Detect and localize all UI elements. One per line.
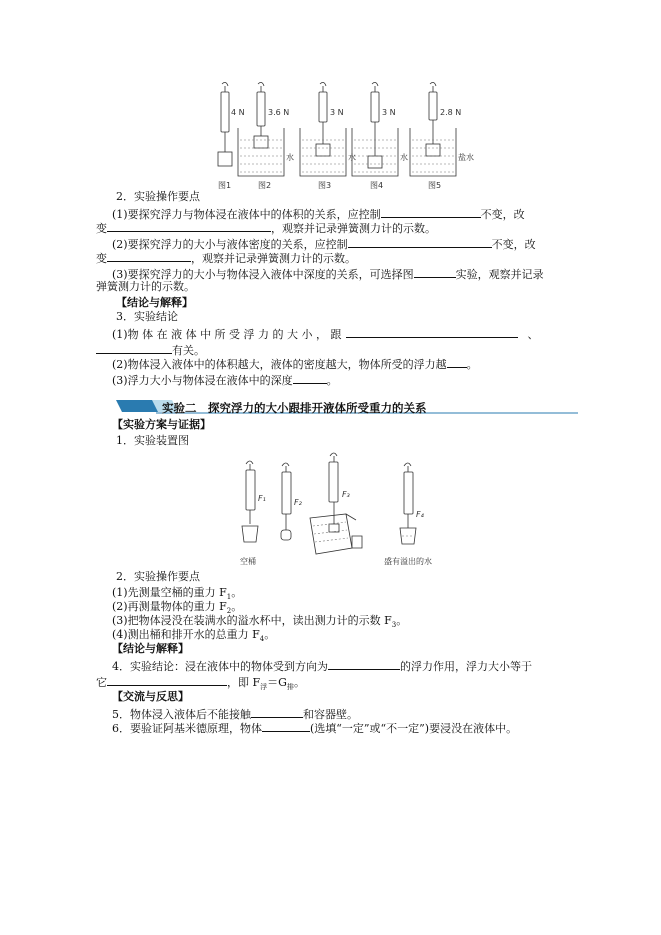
op1-blank-2[interactable] (107, 220, 271, 232)
empty-bucket-caption: 空桶 (240, 557, 256, 566)
fig2-liquid-label: 水 (286, 153, 294, 162)
op2-line-cont: 变 ，观察并记录弹簧测力计的示数。 (96, 252, 356, 265)
choice-blank[interactable] (262, 720, 310, 732)
step-4: (4)测出桶和排开水的总重力 $F_4$。 (112, 628, 276, 644)
op1-line: (1)要探究浮力与物体浸在液体中的体积的关系，应控制 不变，改 (112, 208, 525, 221)
conclusion-header-2: 【结论与解释】 (112, 642, 189, 655)
c3-blank[interactable] (293, 372, 327, 384)
op3-blank[interactable] (414, 266, 456, 278)
op1-blank-1[interactable] (381, 206, 481, 218)
reflect-5: 5．物体浸入液体后不能接触 和容器壁。 (112, 708, 358, 721)
fig4-reading: 3 N (382, 108, 396, 117)
force-label-f2: F₂ (294, 498, 302, 507)
plan-header: 【实验方案与证据】 (112, 418, 211, 431)
c2-blank[interactable] (447, 356, 467, 368)
concl-title: 3．实验结论 (116, 310, 178, 323)
fig4-liquid-label: 水 (400, 153, 408, 162)
force-label-f4: F₄ (416, 510, 424, 519)
c2-line: (2)物体浸入液体中的体积越大，液体的密度越大，物体所受的浮力越 。 (112, 358, 478, 371)
contact-blank[interactable] (251, 706, 303, 718)
step-2: (2)再测量物体的重力 $F_2$。 (112, 600, 243, 616)
c1-line-cont: 有关。 (96, 342, 575, 358)
fig5-caption: 图5 (428, 181, 442, 190)
fig4-caption: 图4 (370, 181, 384, 190)
overflow-water-caption: 盛有溢出的水 (384, 557, 432, 566)
c1-line: (1)物 体 在 液 体 中 所 受 浮 力 的 大 小 ， 跟 、 (112, 328, 539, 341)
fig3-reading: 3 N (330, 108, 344, 117)
conclusion-4-line: 4．实验结论：浸在液体中的物体受到方向为 的浮力作用，浮力大小等于 (112, 660, 532, 673)
fig2-reading: 3.6 N (268, 108, 290, 117)
fig5-reading: 2.8 N (440, 108, 462, 117)
op1-line-cont: 变 ，观察并记录弹簧测力计的示数。 (96, 222, 436, 235)
equals-blank[interactable] (107, 674, 227, 686)
fig1-reading: 4 N (231, 108, 245, 117)
reflect-6: 6．要验证阿基米德原理，物体 (选填“一定”或“不一定”)要浸没在液体中。 (112, 722, 518, 735)
fig3-caption: 图3 (318, 181, 332, 190)
force-label-f3: F₃ (342, 490, 350, 499)
buoyancy-figure-1 (200, 78, 470, 190)
ops-title-1: 2．实验操作要点 (116, 190, 200, 203)
archimedes-apparatus-figure (232, 450, 442, 560)
ops-title-2: 2．实验操作要点 (116, 570, 200, 583)
op3-line-cont: 弹簧测力计的示数。 (96, 280, 195, 293)
reflect-header: 【交流与反思】 (112, 690, 189, 703)
c3-line: (3)浮力大小与物体浸在液体中的深度 。 (112, 374, 338, 387)
fig3-liquid-label: 水 (348, 153, 356, 162)
op2-blank-1[interactable] (348, 236, 492, 248)
step-3: (3)把物体浸没在装满水的溢水杯中，读出测力计的示数 $F_3$。 (112, 614, 408, 630)
op2-line: (2)要探究浮力的大小与液体密度的关系，应控制 不变，改 (112, 238, 536, 251)
conclusion-header-1: 【结论与解释】 (116, 296, 193, 309)
op3-line: (3)要探究浮力的大小与物体浸入液体中深度的关系，可选择图 实验，观察并记录 (112, 268, 544, 281)
op2-blank-2[interactable] (107, 250, 191, 262)
fig2-caption: 图2 (258, 181, 272, 190)
fig5-liquid-label: 盐水 (458, 153, 474, 162)
conclusion-4-cont: 它 ，即 $F_浮=G_排$。 (96, 676, 305, 692)
apparatus-title: 1．实验装置图 (116, 434, 189, 447)
direction-blank[interactable] (328, 658, 400, 670)
fig1-caption: 图1 (218, 181, 232, 190)
section2-title: 实验二 探究浮力的大小跟排开液体所受重力的关系 (162, 401, 427, 415)
step-1: (1)先测量空桶的重力 $F_1$。 (112, 586, 243, 602)
c1-blank-2[interactable] (96, 342, 172, 354)
c1-blank[interactable] (346, 326, 518, 338)
force-label-f1: F₁ (258, 494, 266, 503)
